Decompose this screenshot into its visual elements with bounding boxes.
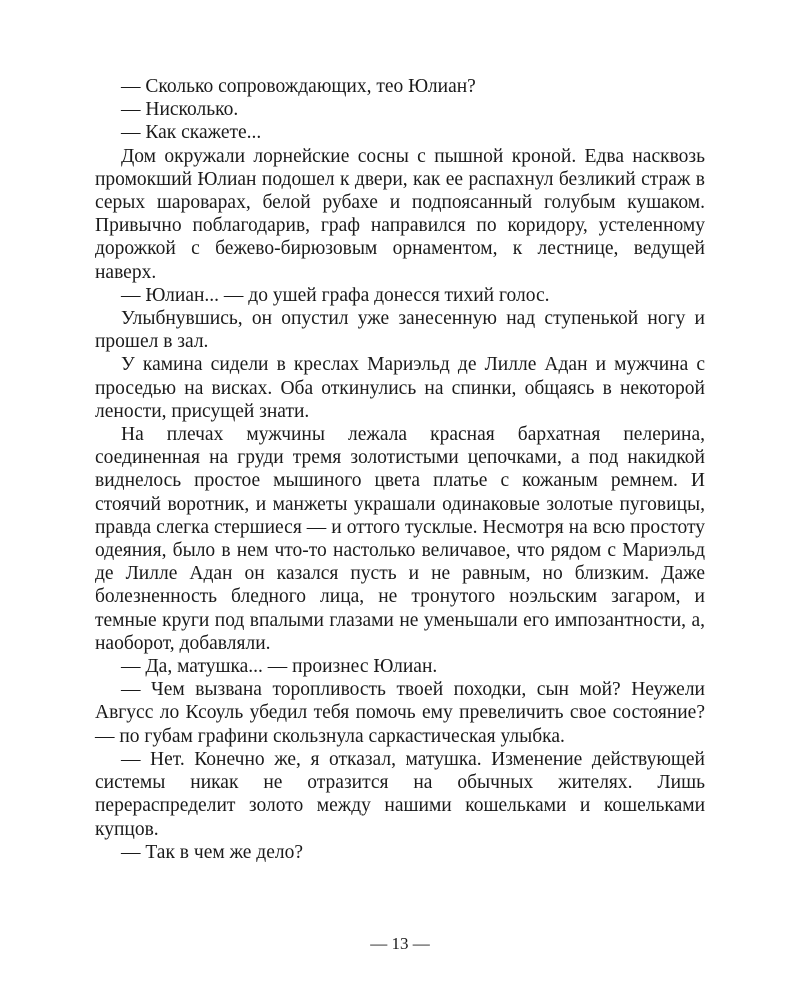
paragraph: — Нет. Конечно же, я отказал, матушка. Изменение действующей системы никак не отразится на обычных жителях. Лишь перераспределит золото между нашими кошельками и кошельками купцов. — [95, 748, 705, 840]
paragraph: Дом окружали лорнейские сосны с пышной кроной. Едва насквозь промокший Юлиан подошел к двери, как ее распахнул безликий страж в серых шароварах, белой рубахе и подпоясанный голубым кушаком. Привычно поблагодарив, граф направился по коридору, устеленному дорожкой с бежево-бирюзовым орнаментом, к лестнице, ведущей наверх. — [95, 145, 705, 283]
paragraph: — Так в чем же дело? — [121, 841, 304, 863]
page-number: — 13 — — [370, 934, 430, 953]
paragraph: — Да, матушка... — произнес Юлиан. — [121, 656, 438, 678]
paragraph: — Юлиан... — до ушей графа донесся тихий голос. — [121, 284, 550, 306]
paragraph: Улыбнувшись, он опустил уже занесенную над ступенькой ногу и прошел в зал. — [95, 308, 705, 353]
paragraph: — Чем вызвана торопливость твоей походки, сын мой? Неужели Авгусс ло Ксоуль убедил тебя помочь ему превеличить свое состояние? — по губам графини скользнула саркастическая улыбка. — [95, 679, 705, 747]
paragraph: — Сколько сопровождающих, тео Юлиан? — [121, 76, 476, 97]
paragraph: — Нисколько. — [121, 99, 239, 121]
paragraph: У камина сидели в креслах Мариэльд де Лилле Адан и мужчина с проседью на висках. Оба откинулись на спинки, общаясь в некоторой лености, присущей знати. — [95, 354, 705, 422]
page-body — [95, 75, 705, 864]
paragraph: — Как скажете... — [121, 122, 262, 144]
paragraph: На плечах мужчины лежала красная бархатная пелерина, соединенная на груди тремя золотистыми цепочками, а под накидкой виднелось простое мышиного цвета платье с кожаным ремнем. И стоячий воротник, и манжеты украшали одинаковые золотые пуговицы, правда слегка стершиеся — и оттого тусклые. Несмотря на всю простоту одеяния, было в нем что-то настолько величавое, что рядом с Мариэльд де Лилле Адан он казался пусть и не равным, но близким. Даже болезненность бледного лица, не тронутого ноэльским загаром, и темные круги под впалыми глазами не уменьшали его импозантности, а, наоборот, добавляли. — [95, 424, 705, 654]
